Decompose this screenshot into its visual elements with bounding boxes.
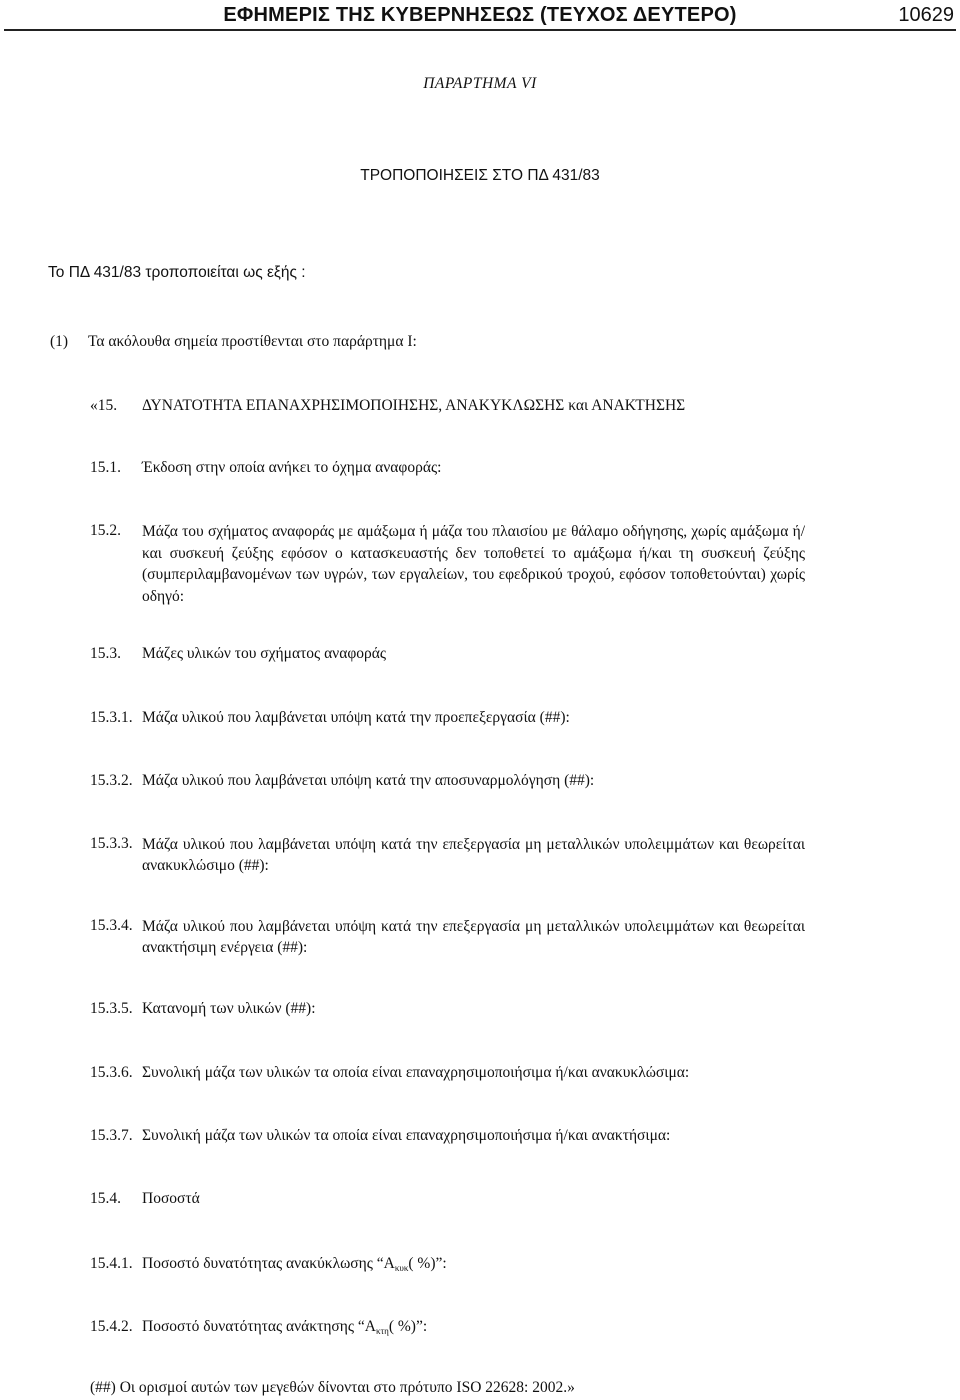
item-number: 15.3.3.	[90, 835, 133, 852]
amendment-title: ΤΡΟΠΟΠΟΙΗΣΕΙΣ ΣΤΟ ΠΔ 431/83	[360, 167, 600, 184]
text-before: Ποσοστό δυνατότητας ανακύκλωσης “A	[142, 1255, 395, 1272]
section-number: «15.	[90, 397, 118, 414]
section-heading: ΔΥΝΑΤΟΤΗΤΑ ΕΠΑΝΑΧΡΗΣΙΜΟΠΟΙΗΣΗΣ, ΑΝΑΚΥΚΛΩΣΗΣ και ΑΝΑΚΤΗΣΗΣ	[142, 397, 686, 414]
item-number: 15.1.	[90, 459, 121, 476]
intro-text: Το ΠΔ 431/83 τροποποιείται ως εξής :	[48, 264, 306, 281]
item-text: Ποσοστά	[142, 1190, 200, 1207]
item-text: Συνολική μάζα των υλικών τα οποία είναι επαναχρησιμοποιήσιμα ή/και ανακτήσιμα:	[142, 1127, 671, 1144]
item-number: 15.2.	[90, 522, 121, 539]
item-text: Μάζα υλικού που λαμβάνεται υπόψη κατά την αποσυναρμολόγηση (##):	[142, 772, 595, 789]
annex-title: ΠΑΡΑΡΤΗΜΑ VI	[423, 75, 537, 92]
point-text: Τα ακόλουθα σημεία προστίθενται στο παράρτημα I:	[88, 333, 417, 350]
item-text	[142, 1317, 427, 1341]
subscript: κτη	[375, 1326, 389, 1336]
item-number: 15.3.4.	[90, 917, 133, 934]
text-after: ( %)”:	[408, 1255, 447, 1272]
item-number: 15.3.7.	[90, 1127, 133, 1144]
item-number: 15.4.1.	[90, 1255, 133, 1272]
item-number: 15.3.6.	[90, 1064, 133, 1081]
item-number: 15.3.1.	[90, 709, 133, 726]
subscript: κυκ	[394, 1263, 409, 1273]
item-text: Μάζα του σχήματος αναφοράς με αμάξωμα ή μάζα του πλαισίου με θάλαμο οδήγησης, χωρίς αμάξωμα ή/και συσκευή ζεύξης εφόσον ο κατασκευαστής δεν τοποθετεί το αμάξωμα ή/και τη συσκευή ζεύξης (συμπεριλαμβανομένων των υγρών, των εργαλείων, του εφεδρικού τροχού, εφόσον τοποθετούνται) χωρίς οδηγό:	[142, 523, 805, 605]
item-text: Μάζα υλικού που λαμβάνεται υπόψη κατά την επεξεργασία μη μεταλλικών υπολειμμάτων και θεωρείται ανακτήσιμη ενέργεια (##):	[142, 918, 805, 956]
item-text: Μάζα υλικού που λαμβάνεται υπόψη κατά την επεξεργασία μη μεταλλικών υπολειμμάτων και θεωρείται ανακυκλώσιμο (##):	[142, 836, 805, 874]
item-text	[142, 1254, 447, 1278]
item-text: Μάζα υλικού που λαμβάνεται υπόψη κατά την προεπεξεργασία (##):	[142, 709, 570, 726]
item-text: Μάζες υλικών του σχήματος αναφοράς	[142, 645, 387, 662]
item-text: Έκδοση στην οποία ανήκει το όχημα αναφοράς:	[142, 459, 442, 476]
header-rule	[4, 29, 956, 31]
gazette-title: ΕΦΗΜΕΡΙΣ ΤΗΣ ΚΥΒΕΡΝΗΣΕΩΣ (ΤΕΥΧΟΣ ΔΕΥΤΕΡΟ)	[223, 4, 737, 26]
page-number: 10629	[898, 4, 954, 26]
item-number: 15.3.2.	[90, 772, 133, 789]
text-before: Ποσοστό δυνατότητας ανάκτησης “A	[142, 1318, 376, 1335]
item-number: 15.3.	[90, 645, 121, 662]
item-number: 15.3.5.	[90, 1000, 133, 1017]
point-number: (1)	[50, 333, 69, 350]
item-number: 15.4.2.	[90, 1318, 133, 1335]
footnote: (##) Οι ορισμοί αυτών των μεγεθών δίνονται στο πρότυπο ISO 22628: 2002.»	[90, 1379, 575, 1396]
item-text: Κατανομή των υλικών (##):	[142, 1000, 316, 1017]
text-after: ( %)”:	[388, 1318, 428, 1335]
item-text: Συνολική μάζα των υλικών τα οποία είναι επαναχρησιμοποιήσιμα ή/και ανακυκλώσιμα:	[142, 1064, 690, 1081]
item-number: 15.4.	[90, 1190, 121, 1207]
